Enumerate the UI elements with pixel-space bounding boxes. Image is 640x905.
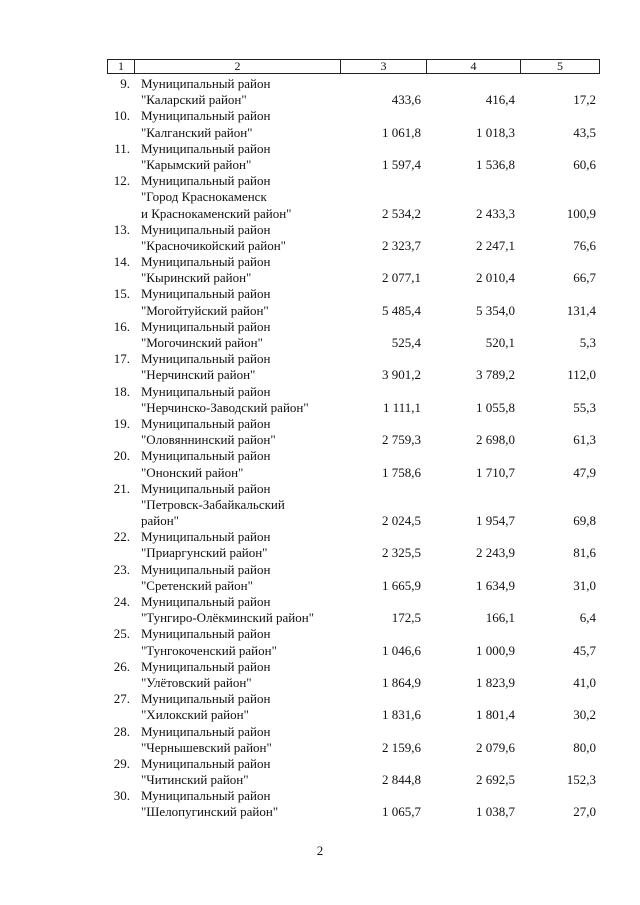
row-line [0, 76, 640, 92]
value-column-4: 2 010,4 [476, 270, 515, 286]
district-name: Муниципальный район [141, 318, 271, 334]
table-row [0, 691, 640, 723]
row-number: 24. [113, 594, 130, 609]
row-number: 15. [113, 286, 130, 302]
value-column-3: 172,5 [391, 610, 421, 626]
table-row [0, 254, 640, 286]
row-line [0, 675, 640, 691]
table-row [0, 626, 640, 658]
value-column-3: 1 061,8 [382, 124, 421, 140]
district-name: "Читинский район" [141, 772, 249, 788]
row-line [0, 173, 640, 189]
row-line [0, 513, 640, 529]
district-name: Муниципальный район [141, 658, 271, 674]
row-line [0, 125, 640, 141]
value-column-5: 6,4 [579, 610, 596, 626]
district-name: "Тунгиро-Олёкминский район" [141, 610, 315, 626]
row-line [0, 351, 640, 367]
value-column-3: 1 046,6 [382, 642, 421, 658]
value-column-3: 2 323,7 [382, 237, 421, 253]
row-line [0, 189, 640, 205]
value-column-4: 2 079,6 [476, 739, 515, 755]
value-column-5: 69,8 [573, 513, 596, 529]
value-column-3: 2 534,2 [382, 205, 421, 221]
row-line [0, 238, 640, 254]
district-name: "Карымский район" [141, 156, 252, 172]
value-column-4: 5 354,0 [476, 302, 515, 318]
district-name: Муниципальный район [141, 755, 271, 771]
district-name: "Петровск-Забайкальский [141, 496, 285, 512]
row-line [0, 465, 640, 481]
row-line [0, 772, 640, 788]
row-line [0, 691, 640, 707]
row-line [0, 108, 640, 124]
district-name: Муниципальный район [141, 76, 271, 91]
row-line [0, 367, 640, 383]
row-line [0, 384, 640, 400]
page-number: 2 [316, 843, 324, 858]
table-row [0, 351, 640, 383]
value-column-3: 525,4 [391, 335, 421, 350]
value-column-3: 2 325,5 [382, 545, 421, 561]
district-name: Муниципальный район [141, 221, 271, 237]
value-column-5: 131,4 [566, 302, 596, 318]
row-number: 17. [113, 351, 130, 367]
value-column-5: 41,0 [573, 674, 596, 690]
value-column-4: 166,1 [485, 610, 515, 626]
value-column-5: 31,0 [573, 577, 596, 593]
district-name: "Улётовский район" [141, 674, 252, 690]
table-row [0, 173, 640, 222]
row-number: 22. [113, 529, 130, 545]
row-number: 11. [114, 140, 130, 156]
district-name: "Ононский район" [141, 464, 244, 480]
row-line [0, 92, 640, 108]
value-column-3: 3 901,2 [382, 367, 421, 383]
row-number: 25. [113, 626, 130, 642]
value-column-3: 2 759,3 [382, 432, 421, 448]
value-column-5: 17,2 [573, 92, 596, 108]
row-number: 14. [113, 254, 130, 270]
value-column-4: 1 823,9 [476, 674, 515, 690]
district-name: Муниципальный район [141, 415, 271, 431]
district-name: "Калганский район" [141, 124, 253, 140]
district-name: "Красночикойский район" [141, 237, 286, 253]
value-column-3: 5 485,4 [382, 302, 421, 318]
district-name: "Шелопугинский район" [141, 804, 279, 820]
row-line [0, 643, 640, 659]
value-column-4: 520,1 [485, 335, 515, 350]
value-column-5: 80,0 [573, 739, 596, 755]
row-line [0, 594, 640, 610]
row-line [0, 141, 640, 157]
row-number: 29. [113, 755, 130, 771]
district-name: Муниципальный район [141, 140, 271, 156]
value-column-3: 1 864,9 [382, 674, 421, 690]
value-column-5: 45,7 [573, 642, 596, 658]
district-name: Муниципальный район [141, 254, 271, 270]
row-line [0, 481, 640, 497]
row-line [0, 562, 640, 578]
district-name: Муниципальный район [141, 723, 271, 739]
column-header-5: 5 [521, 60, 600, 74]
value-column-4: 1 710,7 [476, 464, 515, 480]
row-number: 19. [113, 415, 130, 431]
table-row [0, 448, 640, 480]
value-column-5: 43,5 [573, 124, 596, 140]
row-number: 23. [113, 561, 130, 577]
row-line [0, 319, 640, 335]
value-column-5: 100,9 [566, 205, 596, 221]
district-name: Муниципальный район [141, 626, 271, 642]
value-column-4: 2 698,0 [476, 432, 515, 448]
district-name: Муниципальный район [141, 351, 271, 367]
table-row [0, 724, 640, 756]
value-column-4: 2 692,5 [476, 772, 515, 788]
table-row [0, 416, 640, 448]
row-line [0, 303, 640, 319]
row-number: 10. [113, 108, 130, 124]
value-column-5: 152,3 [566, 772, 596, 788]
table-row [0, 481, 640, 530]
row-line [0, 707, 640, 723]
table-body [0, 76, 640, 821]
district-name: Муниципальный район [141, 383, 271, 399]
row-line [0, 254, 640, 270]
row-number: 20. [113, 448, 130, 464]
district-name: "Оловяннинский район" [141, 432, 276, 448]
value-column-5: 66,7 [573, 270, 596, 286]
value-column-4: 1 634,9 [476, 577, 515, 593]
value-column-4: 1 055,8 [476, 399, 515, 415]
row-number: 16. [113, 318, 130, 334]
row-number: 9. [120, 76, 130, 91]
column-header-4: 4 [427, 60, 521, 74]
row-number: 12. [113, 173, 130, 189]
district-name: Муниципальный район [141, 561, 271, 577]
row-number: 30. [113, 788, 130, 804]
value-column-3: 2 077,1 [382, 270, 421, 286]
row-line [0, 206, 640, 222]
table-row [0, 141, 640, 173]
district-name: "Чернышевский район" [141, 739, 272, 755]
table-row [0, 319, 640, 351]
row-line [0, 448, 640, 464]
table-row [0, 108, 640, 140]
row-number: 26. [113, 658, 130, 674]
value-column-4: 1 801,4 [476, 707, 515, 723]
row-line [0, 659, 640, 675]
column-header-table [107, 59, 600, 74]
row-line [0, 740, 640, 756]
value-column-4: 2 243,9 [476, 545, 515, 561]
table-row [0, 222, 640, 254]
value-column-3: 1 111,1 [382, 399, 421, 415]
value-column-4: 416,4 [485, 92, 515, 108]
value-column-3: 433,6 [391, 92, 421, 108]
district-name: "Приаргунский район" [141, 545, 268, 561]
value-column-4: 2 247,1 [476, 237, 515, 253]
row-line [0, 788, 640, 804]
district-name: "Сретенский район" [141, 577, 253, 593]
table-row [0, 529, 640, 561]
district-name: "Могойтуйский район" [141, 302, 269, 318]
value-column-5: 27,0 [573, 804, 596, 820]
district-name: район" [141, 513, 179, 529]
value-column-3: 2 159,6 [382, 739, 421, 755]
value-column-3: 1 597,4 [382, 156, 421, 172]
table-row [0, 384, 640, 416]
value-column-3: 1 665,9 [382, 577, 421, 593]
district-name: Муниципальный район [141, 173, 271, 189]
value-column-5: 5,3 [579, 335, 596, 350]
row-number: 18. [113, 383, 130, 399]
value-column-4: 1 536,8 [476, 156, 515, 172]
value-column-5: 60,6 [573, 156, 596, 172]
value-column-5: 61,3 [573, 432, 596, 448]
district-name: "Город Краснокаменск [141, 189, 267, 205]
district-name: и Краснокаменский район" [141, 205, 292, 221]
table-row [0, 788, 640, 820]
value-column-4: 2 433,3 [476, 205, 515, 221]
value-column-3: 2 024,5 [382, 513, 421, 529]
district-name: Муниципальный район [141, 788, 271, 804]
value-column-5: 112,0 [567, 367, 596, 383]
row-line [0, 626, 640, 642]
column-header-1: 1 [108, 60, 135, 74]
row-line [0, 157, 640, 173]
value-column-4: 1 038,7 [476, 804, 515, 820]
row-number: 27. [113, 691, 130, 707]
district-name: Муниципальный район [141, 448, 271, 464]
row-line [0, 416, 640, 432]
row-number: 13. [113, 221, 130, 237]
row-line [0, 578, 640, 594]
value-column-4: 1 000,9 [476, 642, 515, 658]
value-column-5: 55,3 [573, 399, 596, 415]
row-line [0, 545, 640, 561]
value-column-3: 1 831,6 [382, 707, 421, 723]
row-line [0, 724, 640, 740]
row-line [0, 432, 640, 448]
row-line [0, 497, 640, 513]
row-line [0, 804, 640, 820]
row-line [0, 286, 640, 302]
row-number: 28. [113, 723, 130, 739]
row-number: 21. [113, 480, 130, 496]
value-column-5: 30,2 [573, 707, 596, 723]
table-row [0, 286, 640, 318]
district-name: Муниципальный район [141, 286, 271, 302]
value-column-5: 47,9 [573, 464, 596, 480]
district-name: "Хилокский район" [141, 707, 249, 723]
value-column-4: 1 954,7 [476, 513, 515, 529]
value-column-5: 81,6 [573, 545, 596, 561]
value-column-5: 76,6 [573, 237, 596, 253]
column-header-row [108, 60, 600, 74]
value-column-3: 1 065,7 [382, 804, 421, 820]
district-name: Муниципальный район [141, 594, 271, 609]
table-row [0, 756, 640, 788]
column-header-3: 3 [341, 60, 427, 74]
table-row [0, 594, 640, 626]
district-name: "Каларский район" [141, 92, 247, 108]
district-name: "Могочинский район" [141, 335, 263, 350]
column-header-2: 2 [135, 60, 341, 74]
district-name: "Кыринский район" [141, 270, 252, 286]
value-column-3: 2 844,8 [382, 772, 421, 788]
value-column-4: 1 018,3 [476, 124, 515, 140]
district-name: "Нерчинский район" [141, 367, 256, 383]
value-column-3: 1 758,6 [382, 464, 421, 480]
district-name: Муниципальный район [141, 691, 271, 707]
district-name: Муниципальный район [141, 529, 271, 545]
table-row [0, 659, 640, 691]
district-name: "Нерчинско-Заводский район" [141, 399, 309, 415]
district-name: Муниципальный район [141, 108, 271, 124]
row-line [0, 222, 640, 238]
row-line [0, 756, 640, 772]
row-line [0, 270, 640, 286]
district-name: "Тунгокоченский район" [141, 642, 277, 658]
value-column-4: 3 789,2 [476, 367, 515, 383]
table-row [0, 76, 640, 108]
table-row [0, 562, 640, 594]
district-name: Муниципальный район [141, 480, 271, 496]
row-line [0, 610, 640, 626]
row-line [0, 529, 640, 545]
row-line [0, 335, 640, 351]
row-line [0, 400, 640, 416]
